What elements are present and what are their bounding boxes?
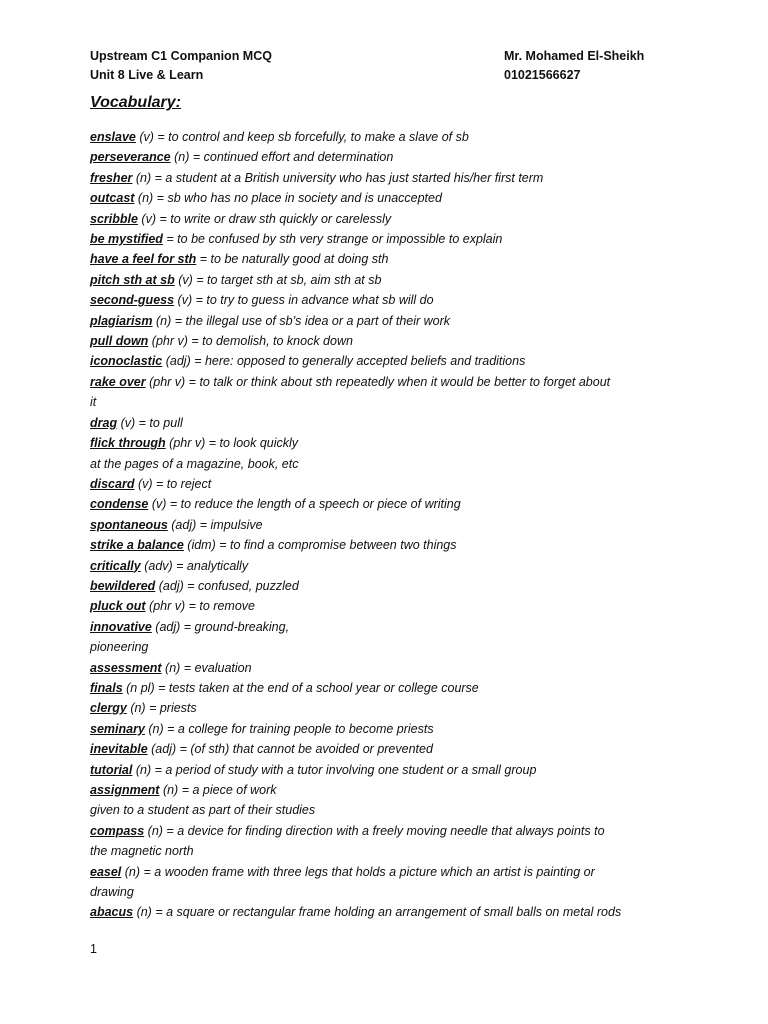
vocab-term: innovative (90, 619, 152, 634)
vocab-entry (90, 168, 682, 188)
vocab-term: pull down (90, 334, 149, 349)
vocab-definition: (v) = to write or draw sth quickly or carelessly (137, 211, 392, 226)
teacher-name: Mr. Mohamed El-Sheikh (504, 49, 645, 63)
vocab-definition: (n) = the illegal use of sb’s idea or a part of their work (152, 313, 451, 328)
vocab-term: second-guess (90, 293, 175, 308)
vocab-entry (90, 515, 682, 535)
vocab-definition: (phr v) = to talk or think about sth repeatedly when it would be better to forget about (145, 374, 611, 389)
vocab-definition: (n) = a device for finding direction with a freely moving needle that always points to (144, 823, 605, 838)
vocab-term: finals (90, 680, 123, 695)
vocab-definition: (adj) = (of sth) that cannot be avoided or prevented (147, 742, 433, 757)
vocab-entry (90, 270, 682, 290)
vocab-term: iconoclastic (90, 354, 163, 369)
vocab-entry (90, 127, 682, 147)
vocab-definition: the magnetic north (90, 844, 194, 859)
vocab-entry (90, 637, 682, 657)
vocab-entry (90, 841, 682, 861)
vocab-definition: (adj) = impulsive (167, 517, 263, 532)
vocab-entry (90, 739, 682, 759)
vocab-entry (90, 678, 682, 698)
vocab-term: compass (90, 823, 145, 838)
vocab-entry (90, 331, 682, 351)
vocab-definition: (n) = a piece of work (159, 783, 277, 797)
vocab-entry (90, 821, 682, 841)
vocab-term: seminary (90, 721, 145, 736)
vocab-definition: (n) = a square or rectangular frame holding an arrangement of small balls on metal rods (133, 905, 622, 920)
vocabulary-list (90, 127, 682, 923)
vocab-definition: (n) = continued effort and determination (170, 150, 394, 165)
vocab-term: tutorial (90, 762, 133, 777)
vocab-definition: (idm) = to find a compromise between two things (183, 538, 457, 553)
page-header (90, 47, 690, 85)
vocab-definition: (v) = to reduce the length of a speech or piece of writing (148, 497, 461, 512)
vocab-term: enslave (90, 130, 136, 144)
vocab-entry (90, 249, 682, 269)
vocab-entry (90, 576, 682, 596)
vocab-definition: (phr v) = to remove (145, 599, 255, 614)
vocab-entry (90, 882, 682, 902)
vocab-entry (90, 372, 682, 392)
vocab-term: plagiarism (90, 313, 153, 328)
vocab-term: rake over (90, 374, 146, 389)
vocab-definition: it (90, 395, 97, 410)
vocab-definition: (v) = to control and keep sb forcefully, to make a slave of sb (135, 130, 469, 144)
vocab-definition: (adv) = analytically (140, 558, 249, 573)
vocab-term: drag (90, 415, 118, 430)
vocab-definition: pioneering (90, 640, 149, 655)
vocab-entry (90, 351, 682, 371)
vocab-definition: (v) = to target sth at sb, aim sth at sb (174, 272, 382, 287)
vocab-term: fresher (90, 170, 133, 185)
vocab-entry (90, 474, 682, 494)
course-title: Upstream C1 Companion MCQ (90, 49, 272, 63)
vocab-entry (90, 413, 682, 433)
vocab-definition: given to a student as part of their studies (90, 803, 316, 818)
vocab-definition: (n) = sb who has no place in society and is unaccepted (134, 191, 442, 206)
vocab-term: bewildered (90, 578, 156, 593)
vocab-term: perseverance (90, 150, 171, 165)
vocab-entry (90, 719, 682, 739)
vocab-entry (90, 535, 682, 555)
vocab-term: spontaneous (90, 517, 168, 532)
vocab-term: discard (90, 476, 135, 491)
vocab-definition: at the pages of a magazine, book, etc (90, 456, 299, 471)
vocab-term: be mystified (90, 232, 163, 247)
vocab-entry (90, 494, 682, 514)
vocab-definition: (n) = priests (126, 701, 197, 716)
vocab-definition: = to be naturally good at doing sth (196, 252, 389, 267)
vocab-definition: (n pl) = tests taken at the end of a school year or college course (122, 680, 479, 695)
vocab-entry (90, 596, 682, 616)
vocab-definition: (phr v) = to demolish, to knock down (148, 334, 353, 349)
vocab-entry (90, 433, 682, 453)
vocab-entry (90, 188, 682, 208)
vocab-term: pitch sth at sb (90, 272, 175, 287)
vocab-definition: (adj) = confused, puzzled (155, 578, 299, 593)
vocab-definition: (n) = a period of study with a tutor involving one student or a small group (132, 762, 537, 777)
vocab-entry (90, 617, 682, 637)
vocab-entry (90, 311, 682, 331)
vocab-term: outcast (90, 191, 135, 206)
vocab-definition: drawing (90, 885, 134, 900)
vocab-term: assessment (90, 660, 162, 675)
vocab-term: condense (90, 497, 149, 512)
vocab-entry (90, 229, 682, 249)
vocab-term: have a feel for sth (90, 252, 197, 267)
vocab-term: critically (90, 558, 141, 573)
vocab-definition: (adj) = ground-breaking, (151, 619, 290, 634)
vocab-entry (90, 392, 682, 412)
vocab-definition: (adj) = here: opposed to generally accepted beliefs and traditions (162, 354, 526, 369)
unit-title: Unit 8 Live & Learn (90, 68, 204, 82)
header-row-1 (90, 47, 690, 66)
header-row-2 (90, 66, 690, 85)
vocab-definition: (v) = to try to guess in advance what sb will do (174, 293, 434, 308)
vocab-definition: (n) = a wooden frame with three legs that holds a picture which an artist is painting or (121, 864, 595, 879)
vocab-term: assignment (90, 783, 160, 797)
vocab-definition: (n) = a student at a British university who has just started his/her first term (132, 170, 544, 185)
vocab-entry (90, 902, 682, 922)
vocab-definition: (v) = to reject (134, 476, 212, 491)
vocab-entry (90, 658, 682, 678)
vocab-entry (90, 556, 682, 576)
vocab-definition: (n) = a college for training people to become priests (144, 721, 434, 736)
vocab-entry (90, 147, 682, 167)
vocab-entry (90, 454, 682, 474)
page-number: 1 (90, 942, 97, 956)
vocab-term: abacus (90, 905, 134, 920)
vocab-term: strike a balance (90, 538, 184, 553)
vocabulary-heading: Vocabulary: (90, 94, 181, 111)
vocab-term: pluck out (90, 599, 146, 614)
vocab-term: scribble (90, 211, 138, 226)
vocab-definition: (v) = to pull (117, 415, 183, 430)
vocab-entry (90, 209, 682, 229)
vocab-term: flick through (90, 436, 166, 451)
vocab-term: easel (90, 864, 122, 879)
vocab-term: clergy (90, 701, 127, 716)
vocab-definition: (phr v) = to look quickly (165, 436, 299, 451)
vocab-entry (90, 800, 682, 820)
vocab-entry (90, 780, 682, 800)
vocab-entry (90, 862, 682, 882)
vocab-definition: = to be confused by sth very strange or impossible to explain (162, 232, 503, 247)
vocab-entry (90, 760, 682, 780)
vocab-entry (90, 698, 682, 718)
vocab-entry (90, 290, 682, 310)
teacher-phone: 01021566627 (504, 68, 581, 82)
vocab-definition: (n) = evaluation (161, 660, 252, 675)
vocab-term: inevitable (90, 742, 148, 757)
